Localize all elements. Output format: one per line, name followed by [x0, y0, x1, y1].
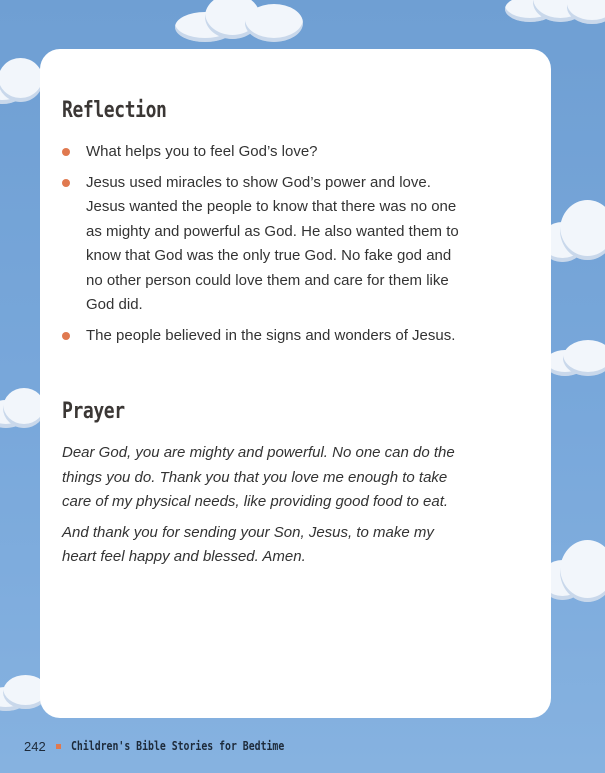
- page-number: 242: [24, 738, 46, 754]
- cloud-illustration: [175, 0, 305, 45]
- prayer-heading: Prayer: [62, 399, 125, 424]
- list-item-text: The people believed in the signs and wonders of Jesus.: [86, 326, 456, 344]
- cloud-illustration: [505, 0, 605, 27]
- list-item-text: What helps you to feel God’s love?: [86, 143, 318, 160]
- list-item-text: Jesus used miracles to show God’s power and love. Jesus wanted the people to know that there was no one as mighty and powerful as God. He also wanted them to know that God was the only true God. No fake god and no other person could love them and care for them like God did.: [86, 173, 459, 313]
- bullet-icon: [62, 148, 70, 156]
- separator-icon: [56, 744, 61, 749]
- page-footer: [24, 737, 331, 755]
- list-item: [62, 324, 462, 349]
- prayer-text: [62, 441, 472, 576]
- bullet-icon: [62, 179, 70, 187]
- prayer-paragraph: Dear God, you are mighty and powerful. No one can do the things you do. Thank you that you love me enough to take care of my physical needs, like providing good food to eat.: [62, 444, 455, 510]
- book-title: Children's Bible Stories for Bedtime: [70, 739, 284, 753]
- list-item: [62, 140, 462, 165]
- reflection-list: [62, 140, 462, 354]
- cloud-illustration: [545, 340, 605, 380]
- list-item: [62, 171, 462, 318]
- reflection-heading: Reflection: [62, 98, 167, 123]
- prayer-paragraph: And thank you for sending your Son, Jesus, to make my heart feel happy and blessed. Amen.: [62, 523, 434, 565]
- bullet-icon: [62, 332, 70, 340]
